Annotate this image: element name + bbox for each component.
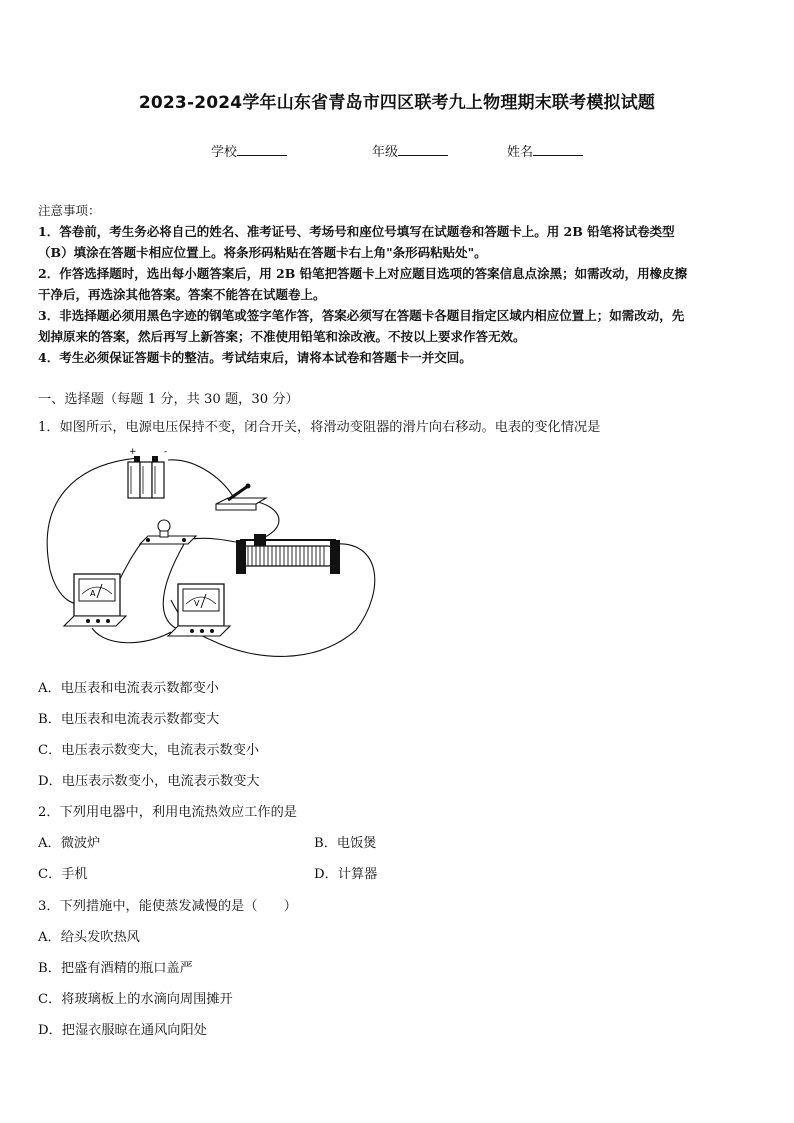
ammeter-icon: [64, 574, 126, 626]
q3-option-b[interactable]: B．把盛有酒精的瓶口盖严: [38, 961, 193, 976]
q3-stem: 3．下列措施中，能使蒸发减慢的是（ ）: [38, 899, 297, 914]
grade-field[interactable]: [372, 141, 448, 160]
q1-option-a[interactable]: A．电压表和电流表示数都变小: [38, 681, 219, 696]
notice-line-7: 4．考生必须保证答题卡的整洁。考试结束后，请将本试卷和答题卡一并交回。: [38, 350, 472, 365]
wire-battery-switch: [168, 460, 236, 502]
lamp-icon: [140, 520, 196, 544]
page-title: 2023-2024学年山东省青岛市四区联考九上物理期末联考模拟试题: [138, 93, 656, 113]
q3-option-a[interactable]: A．给头发吹热风: [38, 930, 140, 945]
q1-stem: 1．如图所示，电源电压保持不变，闭合开关，将滑动变阻器的滑片向右移动。电表的变化情况是: [38, 420, 601, 435]
notice-line-2: （B）填涂在答题卡相应位置上。将条形码粘贴在答题卡右上角"条形码粘贴处"。: [38, 245, 487, 260]
school-label: 学校: [211, 145, 238, 160]
name-blank[interactable]: [533, 143, 583, 156]
rheostat-icon: [236, 534, 340, 574]
q1-option-b[interactable]: B．电压表和电流表示数都变大: [38, 712, 220, 727]
notice-line-4: 干净后，再选涂其他答案。答案不能答在试题卷上。: [38, 287, 326, 302]
grade-label: 年级: [372, 145, 399, 160]
battery-icon: [128, 447, 167, 498]
battery-minus-label: -: [164, 447, 168, 457]
q2-stem: 2．下列用电器中，利用电流热效应工作的是: [38, 805, 297, 820]
battery-plus-label: +: [129, 447, 137, 457]
notice-line-6: 划掉原来的答案，然后再写上新答案；不准使用铅笔和涂改液。不按以上要求作答无效。: [38, 329, 526, 344]
notice-line-5: 3．非选择题必须用黑色字迹的钢笔或签字笔作答，答案必须写在答题卡各题目指定区域内相应位置上；如需改动，先: [38, 308, 685, 323]
circuit-diagram: [36, 440, 396, 670]
voltmeter-label: V: [194, 599, 200, 608]
q2-option-c[interactable]: C．手机: [38, 867, 88, 882]
school-field[interactable]: [211, 141, 287, 160]
ammeter-label: A: [90, 589, 96, 598]
notice-line-1: 1．答卷前，考生务必将自己的姓名、准考证号、考场号和座位号填写在试题卷和答题卡上。用 2B 铅笔将试卷类型: [38, 224, 675, 239]
wire-ammeter-voltmeter: [92, 628, 171, 643]
q3-option-c[interactable]: C．将玻璃板上的水滴向周围摊开: [38, 992, 233, 1007]
notice-line-3: 2．作答选择题时，选出每小题答案后，用 2B 铅笔把答题卡上对应题目选项的答案信息点涂黑；如需改动，用橡皮擦: [38, 266, 688, 281]
q2-option-a[interactable]: A．微波炉: [38, 836, 101, 851]
q2-option-d[interactable]: D．计算器: [314, 867, 378, 882]
grade-blank[interactable]: [398, 143, 448, 156]
q1-option-d[interactable]: D．电压表示数变小，电流表示数变大: [38, 774, 260, 789]
name-field[interactable]: [507, 141, 583, 160]
notice-block: [38, 200, 763, 368]
q3-option-d[interactable]: D．把湿衣服晾在通风向阳处: [38, 1023, 207, 1038]
name-label: 姓名: [507, 145, 534, 160]
switch-icon: [216, 484, 266, 511]
q2-option-b[interactable]: B．电饭煲: [314, 836, 377, 851]
school-blank[interactable]: [237, 143, 287, 156]
voltmeter-icon: [168, 584, 230, 636]
q1-option-c[interactable]: C．电压表示数变大，电流表示数变小: [38, 743, 260, 758]
section-heading: 一、选择题（每题 1 分，共 30 题，30 分）: [38, 392, 299, 407]
notice-heading: 注意事项：: [38, 203, 101, 218]
